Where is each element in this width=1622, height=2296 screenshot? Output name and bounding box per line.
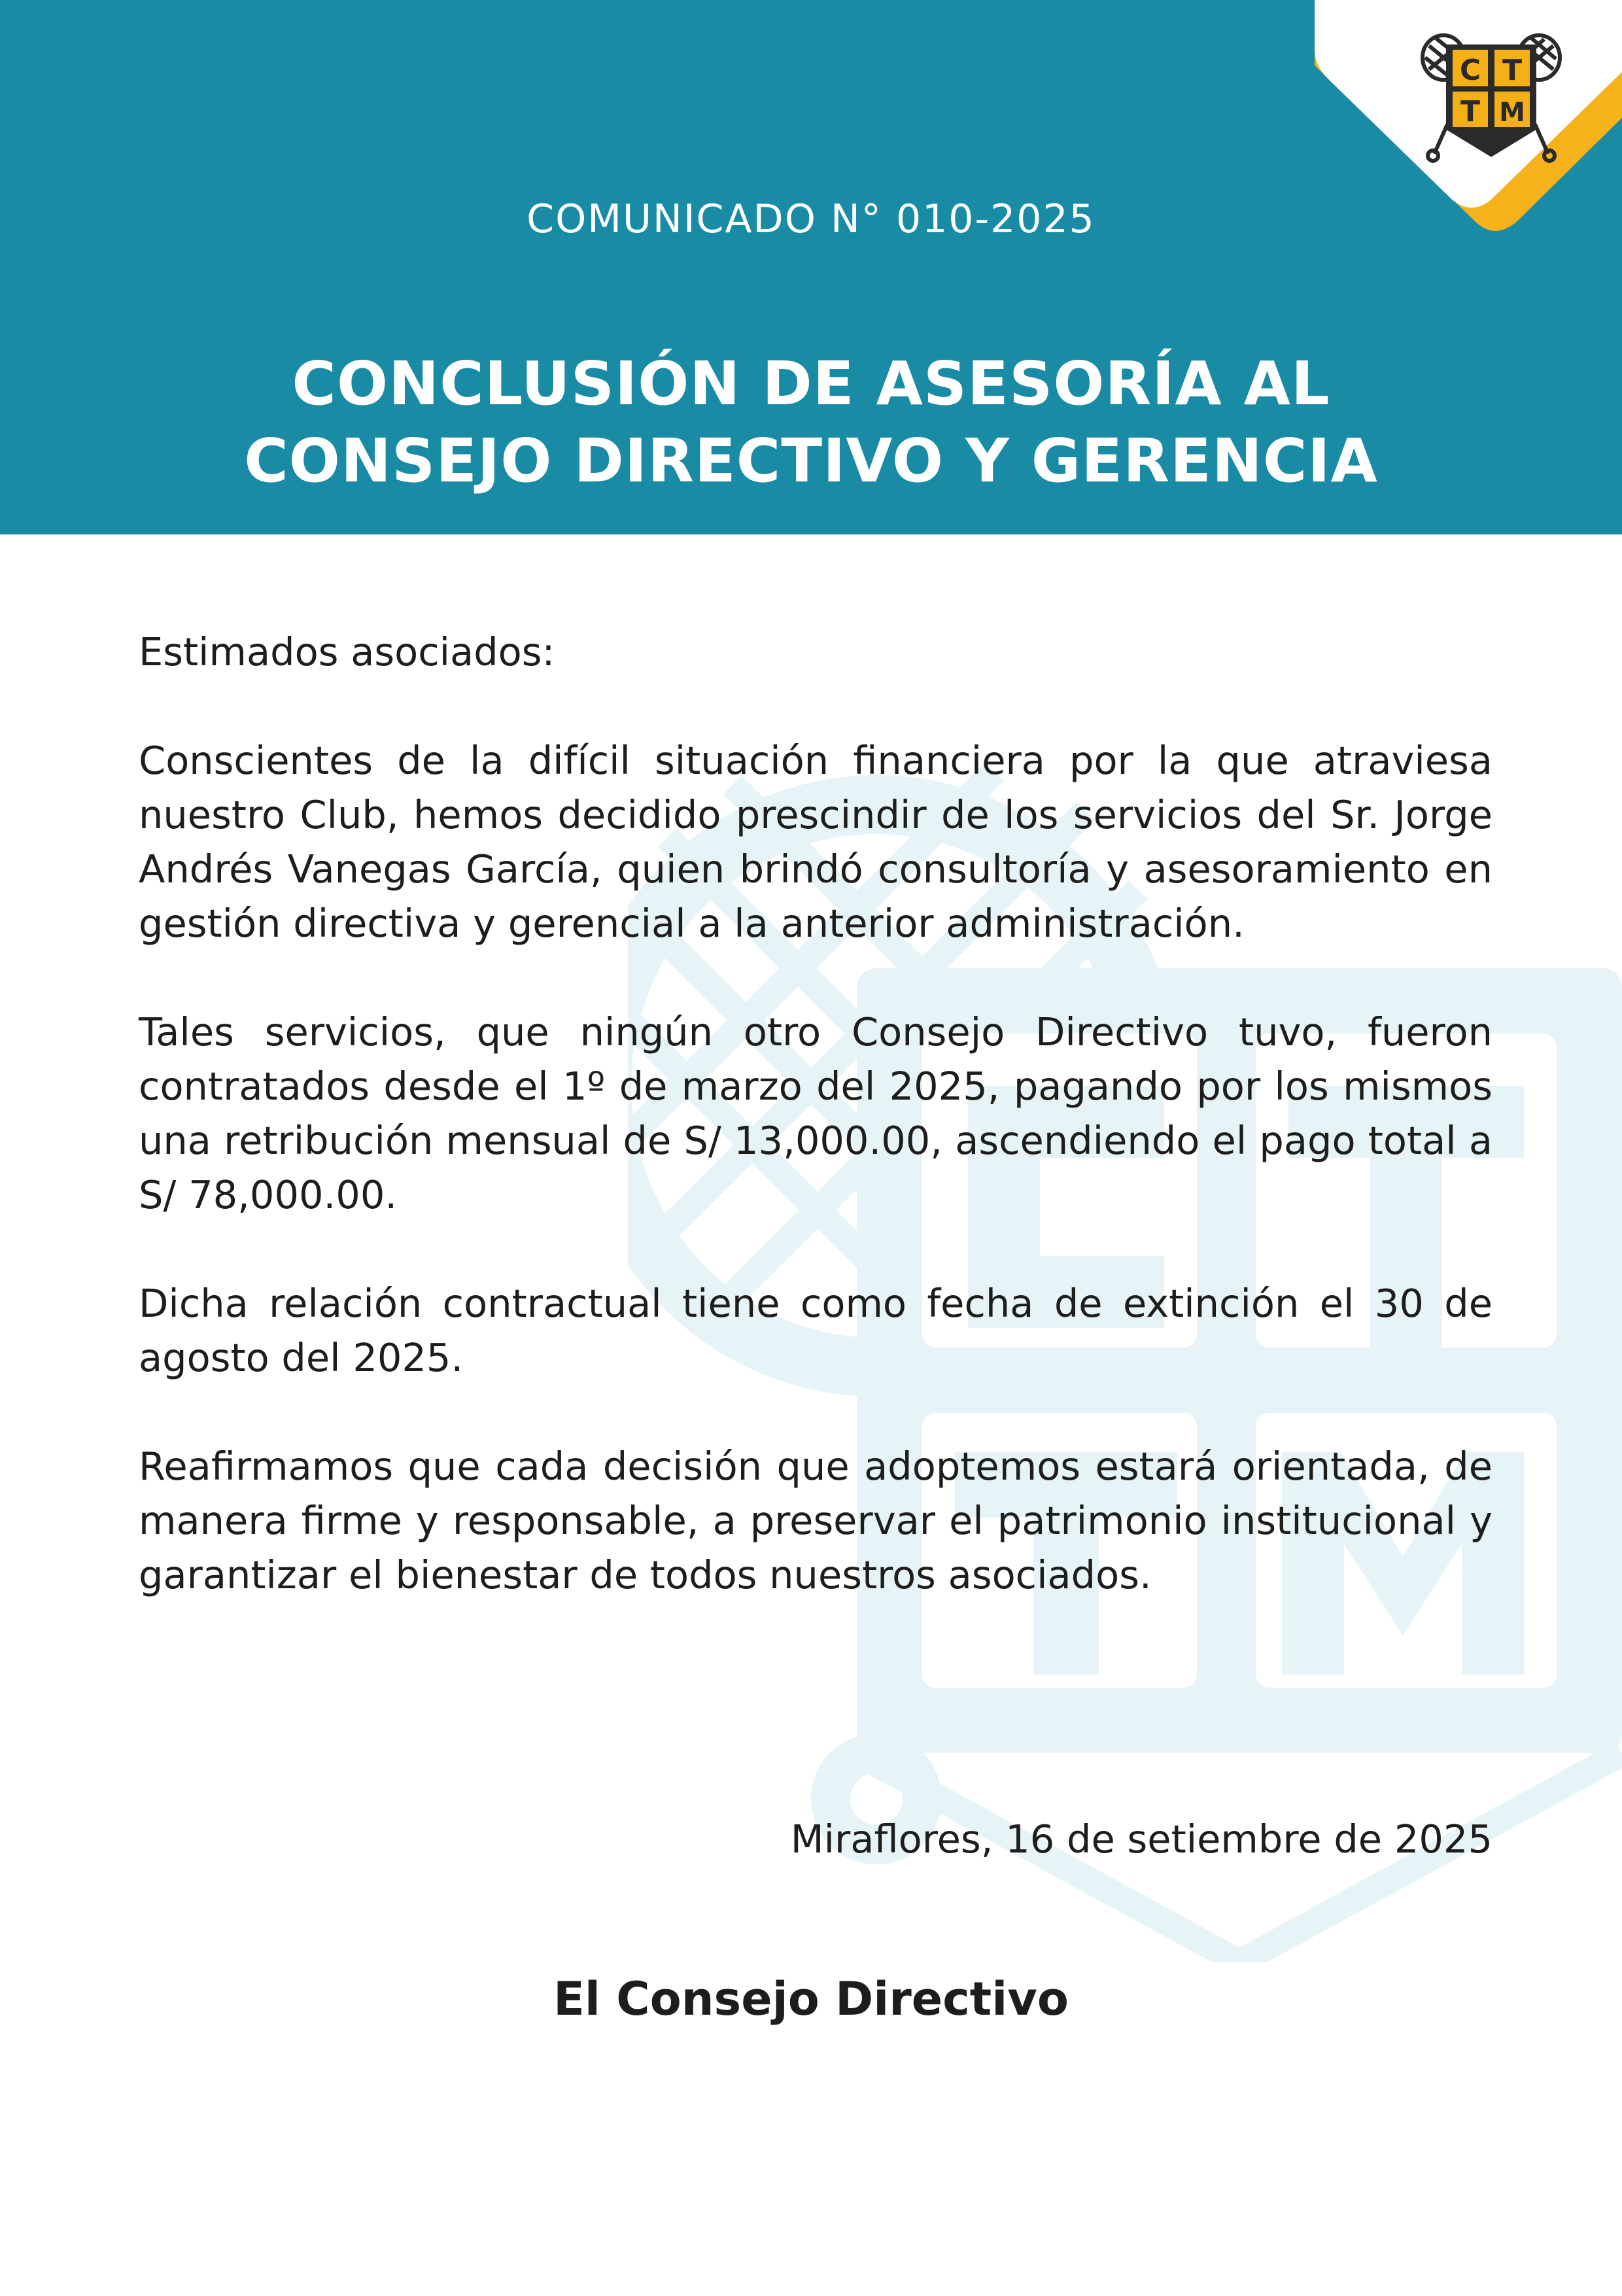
- club-logo-icon: [1416, 26, 1566, 164]
- logo-letter-m: M: [1499, 97, 1525, 128]
- letter-body: [139, 625, 1493, 1656]
- title-line-1: CONCLUSIÓN DE ASESORÍA AL: [292, 349, 1330, 419]
- paragraph-4: Reafirmamos que cada decisión que adoptemos estará orientada, de manera firme y responsable, a preservar el patrimonio institucional y garantizar el bienestar de todos nuestros asociados.: [139, 1444, 1493, 1597]
- page-title: [0, 345, 1622, 500]
- signature: El Consejo Directivo: [553, 1972, 1069, 2026]
- logo-letter-t2: T: [1460, 95, 1481, 128]
- title-line-2: CONSEJO DIRECTIVO Y GERENCIA: [244, 426, 1378, 496]
- greeting: Estimados asociados:: [139, 629, 555, 674]
- paragraph-3: Dicha relación contractual tiene como fecha de extinción el 30 de agosto del 2025.: [139, 1281, 1493, 1380]
- comunicado-number: COMUNICADO N° 010-2025: [526, 196, 1096, 242]
- logo-letter-t1: T: [1502, 54, 1523, 87]
- logo-letter-c: C: [1459, 54, 1481, 87]
- paragraph-1: Conscientes de la difícil situación financiera por la que atraviesa nuestro Club, hemos decidido prescindir de los servicios del Sr. Jorge Andrés Vanegas García, quien brindó consultoría y asesoramiento en gestión directiva y gerencial a la anterior administración.: [139, 738, 1493, 946]
- place-date: Miraflores, 16 de setiembre de 2025: [790, 1817, 1493, 1862]
- paragraph-2: Tales servicios, que ningún otro Consejo Directivo tuvo, fueron contratados desde el 1º de marzo del 2025, pagando por los mismos una retribución mensual de S/ 13,000.00, ascendiendo el pago total a S/ 78,000.00.: [139, 1009, 1493, 1217]
